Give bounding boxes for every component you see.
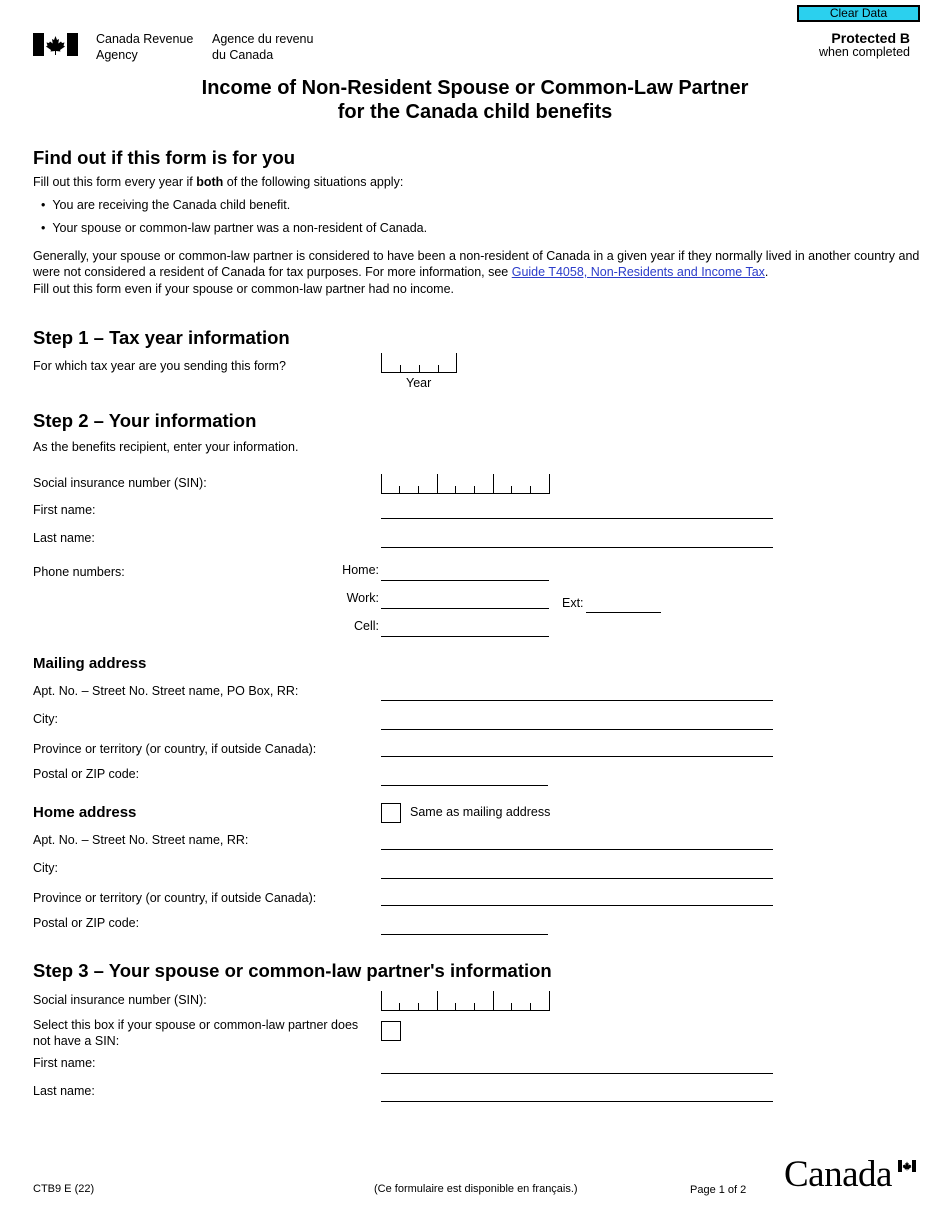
cell-phone-field[interactable] — [381, 636, 549, 637]
canada-flag-icon — [33, 33, 78, 56]
protected-label: Protected B — [831, 30, 910, 46]
last-name-label: Last name: — [33, 531, 95, 545]
tax-year-question: For which tax year are you sending this form? — [33, 359, 286, 373]
title-line1: Income of Non-Resident Spouse or Common-Law Partner — [201, 77, 749, 99]
last-name-field[interactable] — [381, 547, 773, 548]
step1-heading: Step 1 – Tax year information — [33, 327, 290, 348]
agency-name-en — [96, 31, 193, 63]
home-postal-label: Postal or ZIP code: — [33, 916, 140, 930]
bullet-text: Your spouse or common-law partner was a non-resident of Canada. — [52, 221, 428, 235]
step3-heading: Step 3 – Your spouse or common-law partner's information — [33, 960, 552, 981]
cell-phone-label: Cell: — [353, 619, 379, 633]
mail-province-label: Province or territory (or country, if outside Canada): — [33, 742, 317, 756]
intro-lead-text: Fill out this form every year if — [33, 175, 197, 189]
form-code: CTB9 E (22) — [33, 1183, 95, 1195]
year-label: Year — [406, 376, 432, 390]
intro-lead-after: of the following situations apply: — [223, 175, 404, 189]
home-postal-field[interactable] — [381, 934, 548, 935]
title-line2: for the Canada child benefits — [337, 101, 613, 123]
same-as-mailing-checkbox[interactable] — [381, 803, 401, 823]
home-phone-label: Home: — [342, 563, 379, 577]
intro-para-end: . — [764, 265, 769, 279]
spouse-first-name-label: First name: — [33, 1056, 96, 1070]
canada-wordmark — [784, 1154, 916, 1195]
intro-lead — [33, 174, 403, 190]
page-number: Page 1 of 2 — [690, 1184, 747, 1196]
tax-year-input[interactable] — [381, 353, 457, 373]
list-item: • Your spouse or common-law partner was a non-resident of Canada. — [41, 221, 428, 235]
step2-heading: Step 2 – Your information — [33, 410, 257, 431]
canada-wordmark-text: Canada — [784, 1154, 892, 1195]
page-title — [0, 76, 950, 124]
sin-label: Social insurance number (SIN): — [33, 476, 207, 490]
sin-input[interactable] — [381, 474, 550, 494]
french-availability-note: (Ce formulaire est disponible en français.) — [374, 1183, 578, 1195]
intro-lead-bold: both — [196, 175, 224, 189]
mail-postal-label: Postal or ZIP code: — [33, 767, 140, 781]
mail-street-label: Apt. No. – Street No. Street name, PO Box, RR: — [33, 684, 299, 698]
home-address-heading: Home address — [33, 804, 137, 821]
list-item: • You are receiving the Canada child benefit. — [41, 198, 291, 212]
intro-paragraph — [33, 248, 923, 280]
spouse-sin-input[interactable] — [381, 991, 550, 1011]
home-phone-field[interactable] — [381, 580, 549, 581]
when-completed-label: when completed — [818, 45, 910, 59]
guide-t4058-link[interactable]: Guide T4058, Non-Residents and Income Tax — [511, 265, 765, 279]
step2-intro: As the benefits recipient, enter your information. — [33, 440, 299, 454]
clear-data-button[interactable]: Clear Data — [797, 5, 920, 22]
agency-fr-line1: Agence du revenu — [212, 32, 314, 46]
mail-city-field[interactable] — [381, 729, 773, 730]
ext-label: Ext: — [562, 596, 584, 610]
work-phone-label: Work: — [346, 591, 379, 605]
agency-en-line2: Agency — [96, 48, 138, 62]
mail-province-field[interactable] — [381, 756, 773, 757]
no-sin-checkbox[interactable] — [381, 1021, 401, 1041]
bullet-text: You are receiving the Canada child benefit. — [52, 198, 291, 212]
no-sin-line1: Select this box if your spouse or common-law partner does — [33, 1018, 359, 1032]
intro-para-text: Generally, your spouse or common-law partner is considered to have been a non-resident of Canada in a given year if they normally lived in another country and were not considered a resident of Canada for tax purposes. For more information, see — [33, 249, 920, 279]
protected-block — [819, 30, 910, 59]
home-province-label: Province or territory (or country, if outside Canada): — [33, 891, 317, 905]
phone-numbers-label: Phone numbers: — [33, 565, 125, 579]
first-name-label: First name: — [33, 503, 96, 517]
mailing-address-heading: Mailing address — [33, 655, 147, 672]
spouse-last-name-field[interactable] — [381, 1101, 773, 1102]
intro-heading: Find out if this form is for you — [33, 147, 296, 168]
home-city-field[interactable] — [381, 878, 773, 879]
same-as-mailing-label: Same as mailing address — [410, 805, 551, 819]
first-name-field[interactable] — [381, 518, 773, 519]
intro-paragraph-2: Fill out this form even if your spouse or common-law partner had no income. — [33, 282, 455, 296]
agency-fr-line2: du Canada — [212, 48, 274, 62]
bullet-list — [41, 197, 427, 236]
home-city-label: City: — [33, 861, 58, 875]
spouse-sin-label: Social insurance number (SIN): — [33, 993, 207, 1007]
ext-field[interactable] — [586, 612, 661, 613]
home-street-field[interactable] — [381, 849, 773, 850]
mail-postal-field[interactable] — [381, 785, 548, 786]
spouse-last-name-label: Last name: — [33, 1084, 95, 1098]
agency-name-fr — [212, 31, 313, 63]
agency-en-line1: Canada Revenue — [96, 32, 194, 46]
spouse-first-name-field[interactable] — [381, 1073, 773, 1074]
wordmark-flag-icon — [898, 1160, 916, 1172]
mail-city-label: City: — [33, 712, 58, 726]
home-province-field[interactable] — [381, 905, 773, 906]
work-phone-field[interactable] — [381, 608, 549, 609]
no-sin-label — [33, 1017, 358, 1049]
no-sin-line2: not have a SIN: — [33, 1034, 120, 1048]
mail-street-field[interactable] — [381, 700, 773, 701]
home-street-label: Apt. No. – Street No. Street name, RR: — [33, 833, 249, 847]
